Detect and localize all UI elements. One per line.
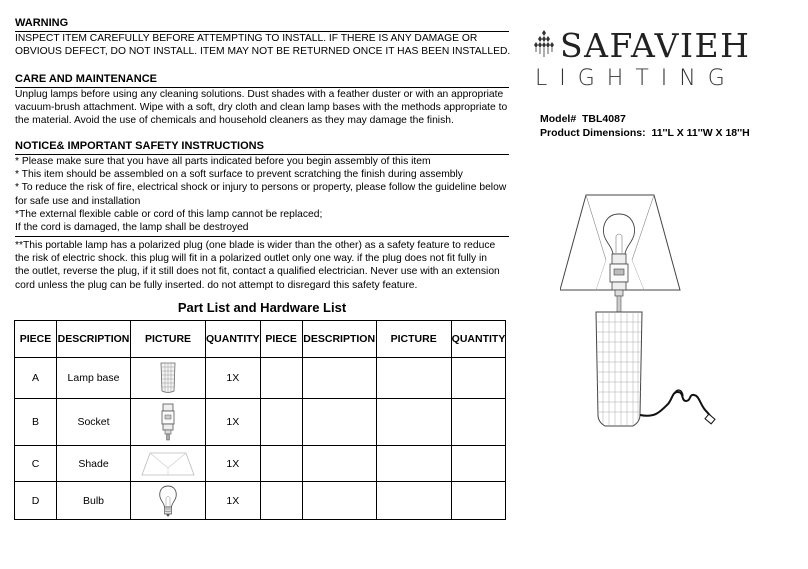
empty-cell [451,358,506,399]
care-title: CARE AND MAINTENANCE [15,73,509,88]
parts-table [14,320,506,520]
header-quantity: QUANTITY [451,321,506,358]
socket-icon [159,402,177,442]
empty-cell [451,399,506,446]
empty-cell [302,358,376,399]
care-line: vacuum-brush attachment. Wipe with a soft, dry cloth and clean lamp bases with the methods appropriate to [15,102,508,114]
empty-cell [376,358,451,399]
piece-cell: D [15,482,57,520]
lamp-base-icon [156,361,180,395]
empty-cell [302,446,376,482]
plug-text [15,239,515,292]
empty-cell [302,482,376,520]
lamp-illustration-icon [560,190,730,445]
description-cell: Socket [57,399,131,446]
piece-cell: B [15,399,57,446]
table-row [15,482,506,520]
picture-cell [131,482,206,520]
table-row [15,446,506,482]
safety-line: *The external flexible cable or cord of this lamp cannot be replaced; [15,208,323,220]
bulb-icon [157,484,179,518]
picture-cell [131,358,206,399]
empty-cell [260,358,302,399]
chandelier-logo-icon [533,30,555,58]
safety-line: * Please make sure that you have all parts indicated before you begin assembly of this item [15,156,431,167]
part-list-title: Part List and Hardware List [177,300,347,315]
dimensions-label: Product Dimensions: [540,127,646,139]
safety-line: for safe use and installation [15,195,141,207]
plug-line: cord unless the plug can be fully inserted. do not attempt to disregard this safety feature. [15,279,418,291]
safety-text [15,155,515,234]
warning-line: INSPECT ITEM CAREFULLY BEFORE ATTEMPTING TO INSTALL. IF THERE IS ANY DAMAGE OR [15,33,478,44]
safety-line: If the cord is damaged, the lamp shall be destroyed [15,222,249,234]
warning-line: OBVIOUS DEFECT, DO NOT INSTALL. ITEM MAY NOT BE RETURNED ONCE IT HAS BEEN INSTALLED. [15,46,511,58]
brand-name: SAFAVIEH [560,26,751,65]
empty-cell [376,399,451,446]
empty-cell [260,399,302,446]
care-line: Unplug lamps before using any cleaning solutions. Dust shades with a feather duster or with an appropriate [15,89,504,100]
header-description: DESCRIPTION [302,321,376,358]
care-line: the material. Avoid the use of chemicals and household cleaners as they may damage the finish. [15,115,454,127]
empty-cell [376,482,451,520]
description-cell: Lamp base [57,358,131,399]
header-description: DESCRIPTION [57,321,131,358]
plug-line: the risk of electric shock. this plug will fit in a polarized outlet only one way. if the plug does not fit fully in [15,253,487,265]
piece-cell: A [15,358,57,399]
empty-cell [302,399,376,446]
header-piece: PIECE [15,321,57,358]
brand-block [527,24,787,104]
header-piece: PIECE [260,321,302,358]
quantity-cell: 1X [206,446,261,482]
header-quantity: QUANTITY [206,321,261,358]
brand-subtitle: LIGHTING [535,66,737,91]
section-divider [15,236,509,237]
safety-line: * To reduce the risk of fire, electrical shock or injury to persons or property, please follow the guideline below [15,182,507,194]
empty-cell [260,482,302,520]
warning-title: WARNING [15,17,509,32]
model-label: Model# [540,113,577,125]
empty-cell [376,446,451,482]
quantity-cell: 1X [206,399,261,446]
shade-icon [140,450,196,478]
dimensions-line [540,127,750,139]
table-header-row [15,321,506,358]
safety-title: NOTICE& IMPORTANT SAFETY INSTRUCTIONS [15,140,509,155]
quantity-cell: 1X [206,482,261,520]
model-value: TBL4087 [582,113,626,125]
description-cell: Bulb [57,482,131,520]
description-cell: Shade [57,446,131,482]
safety-line: * This item should be assembled on a soft surface to prevent scratching the finish during assembly [15,169,463,181]
empty-cell [451,446,506,482]
table-row [15,399,506,446]
empty-cell [260,446,302,482]
dimensions-value: 11''L X 11''W X 18''H [651,127,750,139]
piece-cell: C [15,446,57,482]
header-picture: PICTURE [376,321,451,358]
picture-cell [131,399,206,446]
empty-cell [451,482,506,520]
header-picture: PICTURE [131,321,206,358]
plug-line: **This portable lamp has a polarized plug (one blade is wider than the other) as a safety feature to reduce [15,240,496,251]
table-row [15,358,506,399]
plug-line: the outlet, reverse the plug, if it still does not fit, contact a qualified electrician. Never use with an extension [15,266,500,278]
picture-cell [131,446,206,482]
warning-text [15,32,515,58]
care-text [15,88,515,128]
quantity-cell: 1X [206,358,261,399]
model-line [540,113,626,125]
